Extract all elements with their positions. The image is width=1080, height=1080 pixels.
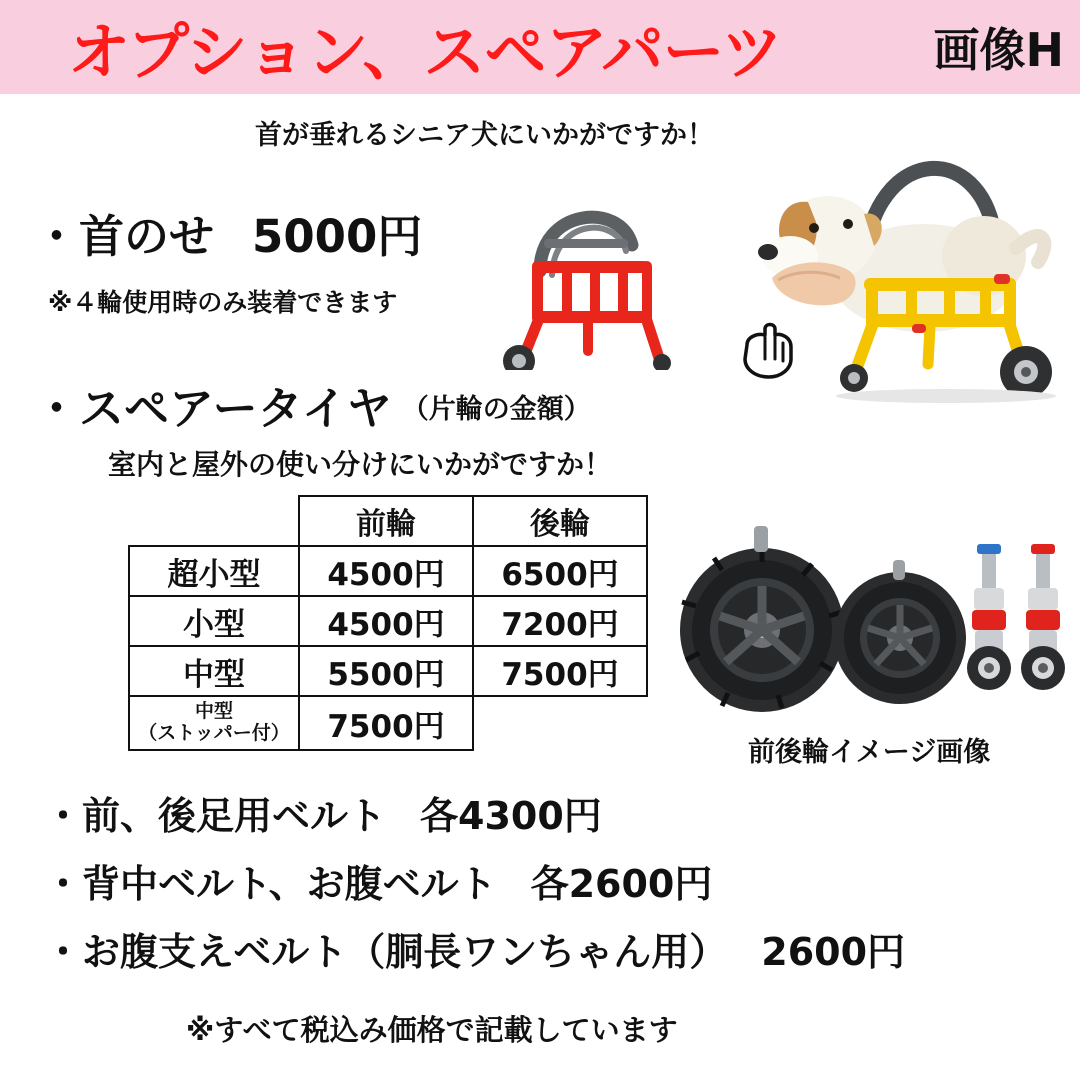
spare-tire-price-table xyxy=(128,495,648,751)
item-back-belly-belt xyxy=(44,853,712,908)
red-wheelchair-photo xyxy=(492,175,692,370)
table-row xyxy=(129,696,647,750)
table-row-header: 中型 xyxy=(129,646,299,696)
red-wheelchair-illustration xyxy=(492,175,692,370)
table-cell-front: 7500円 xyxy=(299,696,473,750)
item-neck-rest-label: 首のせ xyxy=(79,210,215,263)
header-banner xyxy=(0,0,1080,94)
table-cell-front: 4500円 xyxy=(299,596,473,646)
item-back-belly-belt-label: 背中ベルト、お腹ベルト xyxy=(82,862,497,906)
item-spare-tire-sublabel: （片輪の金額） xyxy=(401,394,591,425)
page-title: オプション、スペアパーツ xyxy=(68,15,783,89)
table-row xyxy=(129,546,647,596)
pointing-hand-icon xyxy=(735,315,805,385)
item-belly-support-belt-label: お腹支えベルト（胴長ワンちゃん用） xyxy=(82,930,728,974)
image-tag: 画像H xyxy=(933,23,1064,77)
table-row xyxy=(129,646,647,696)
subheading: 首が垂れるシニア犬にいかがですか！ xyxy=(255,120,714,151)
wheels-photo-caption: 前後輪イメージ画像 xyxy=(748,737,991,768)
table-col-header-rear: 後輪 xyxy=(473,496,647,546)
table-row-header: 小型 xyxy=(129,596,299,646)
table-cell-front: 4500円 xyxy=(299,546,473,596)
table-row-header xyxy=(129,696,299,750)
item-back-belly-belt-price: 各2600円 xyxy=(530,862,713,906)
table-header-row xyxy=(129,496,647,546)
table-cell-rear: 7200円 xyxy=(473,596,647,646)
table-corner-cell xyxy=(129,496,299,546)
table-row-header-sub: （ストッパー付） xyxy=(138,722,290,744)
item-spare-tire-note: 室内と屋外の使い分けにいかがですか！ xyxy=(108,448,613,481)
table-cell-rear: 6500円 xyxy=(473,546,647,596)
bullet-marker: ・ xyxy=(34,382,80,435)
table-cell-rear xyxy=(473,696,647,750)
item-neck-rest xyxy=(34,200,422,265)
table-row-header-main: 中型 xyxy=(194,700,233,723)
item-spare-tire-label: スペアータイヤ xyxy=(79,382,392,435)
table-col-header-front: 前輪 xyxy=(299,496,473,546)
item-leg-belt xyxy=(44,785,602,840)
item-belly-support-belt xyxy=(44,921,905,976)
bullet-marker: ・ xyxy=(44,930,83,974)
item-spare-tire xyxy=(34,372,591,437)
tax-footnote: ※すべて税込み価格で記載しています xyxy=(186,1013,678,1047)
item-neck-rest-price: 5000円 xyxy=(252,210,423,263)
item-neck-rest-note: ※４輪使用時のみ装着できます xyxy=(48,288,398,317)
item-leg-belt-price: 各4300円 xyxy=(420,794,602,838)
table-row xyxy=(129,596,647,646)
bullet-marker: ・ xyxy=(44,794,83,838)
table-row-header: 超小型 xyxy=(129,546,299,596)
wheels-illustration xyxy=(672,520,1072,725)
item-belly-support-belt-price: 2600円 xyxy=(761,930,906,974)
table-cell-rear: 7500円 xyxy=(473,646,647,696)
bullet-marker: ・ xyxy=(44,862,83,906)
item-leg-belt-label: 前、後足用ベルト xyxy=(82,794,387,838)
bullet-marker: ・ xyxy=(34,210,80,263)
table-cell-front: 5500円 xyxy=(299,646,473,696)
wheels-photo xyxy=(672,520,1072,725)
